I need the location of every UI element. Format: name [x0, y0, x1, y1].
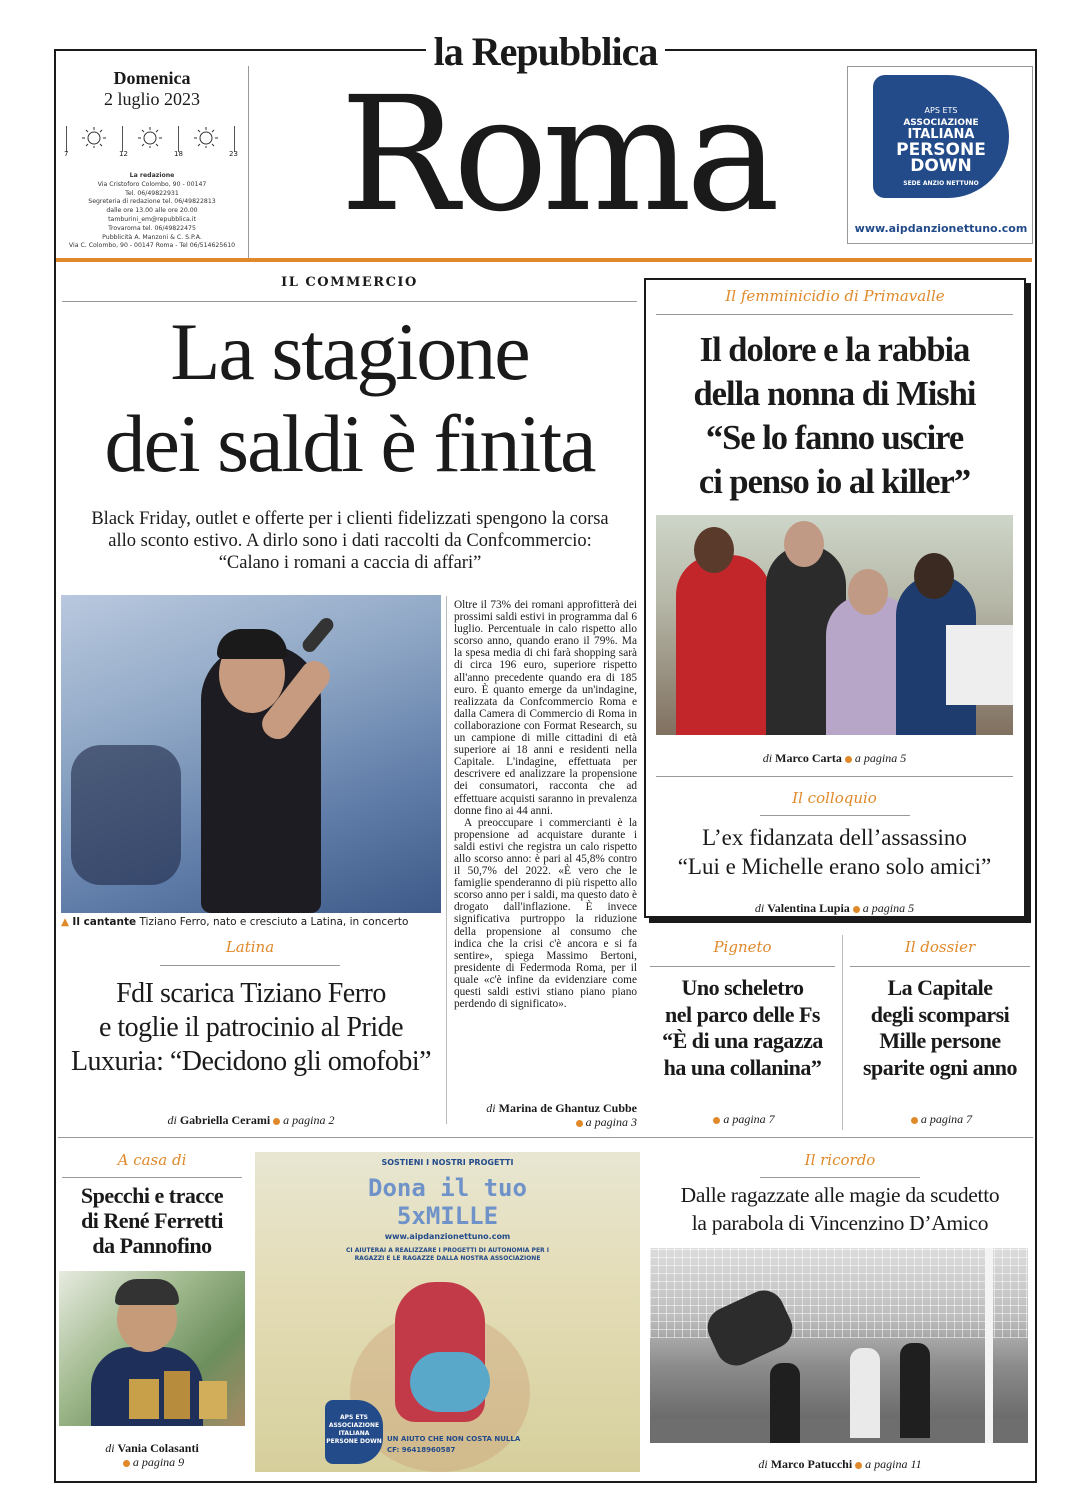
bullet-icon	[713, 1117, 720, 1124]
bullet-icon	[273, 1118, 280, 1125]
football-photo[interactable]	[650, 1248, 1028, 1443]
photo-shape	[770, 1363, 800, 1443]
byline[interactable]: di Marco Patucchi a pagina 11	[758, 1457, 922, 1471]
photo-shape	[71, 745, 181, 885]
headline-line: ha una collanina”	[663, 1054, 822, 1080]
aipd-logo: APS ETS ASSOCIAZIONE ITALIANA PERSONE DOWN	[325, 1400, 383, 1464]
weather-strip	[62, 124, 242, 160]
byline-author: Vania Colasanti	[117, 1441, 199, 1455]
newsroom-line: dalle ore 13.00 alle ore 20.00	[106, 207, 198, 215]
newspaper-brand[interactable]: la Repubblica	[433, 29, 658, 74]
byline-author: Valentina Lupia	[767, 901, 850, 915]
weather-tick	[178, 126, 179, 152]
photo-shape	[946, 625, 1013, 705]
newsroom-line: Pubblicità A. Manzoni & C. S.P.A.	[102, 233, 202, 241]
bullet-icon	[123, 1460, 130, 1467]
byline[interactable]	[650, 1112, 835, 1127]
byline[interactable]: di Vania Colasanti a pagina 9	[105, 1441, 199, 1469]
byline-author: Marco Carta	[775, 751, 842, 765]
byline[interactable]: di Gabriella Cerami a pagina 2	[167, 1113, 335, 1127]
headline-line: La Capitale	[887, 975, 993, 1000]
byline[interactable]: di Marco Carta a pagina 5	[762, 751, 907, 765]
story-kicker: Il ricordo	[804, 1151, 876, 1169]
photo-shape	[217, 629, 287, 659]
caption-text: Tiziano Ferro, nato e cresciuto a Latina, in concerto	[139, 916, 409, 928]
headline-line: L’ex fidanzata dell’assassino	[702, 825, 967, 850]
divider	[446, 596, 447, 1124]
page-ref: a pagina 5	[854, 751, 907, 765]
page-ref: a pagina 9	[132, 1455, 185, 1469]
weather-tick	[122, 126, 123, 152]
byline[interactable]	[850, 1112, 1030, 1127]
bullet-icon	[853, 906, 860, 913]
divider	[842, 935, 843, 1130]
weather-tick	[234, 126, 235, 152]
portrait-photo[interactable]	[59, 1271, 245, 1426]
weather-hour: 18	[174, 150, 183, 158]
newsroom-contacts	[62, 172, 242, 251]
photo-shape	[900, 1343, 930, 1438]
story-headline[interactable]	[656, 328, 1013, 504]
headline-line: “È di una ragazza	[662, 1028, 823, 1053]
sun-icon	[188, 126, 224, 148]
page-ref: a pagina 2	[283, 1113, 335, 1127]
section-label: IL COMMERCIO	[281, 275, 418, 290]
headline-line: di René Ferretti	[81, 1208, 223, 1233]
ad-title: Dona il tuo 5xMILLE	[368, 1174, 527, 1230]
headline-line: la parabola di Vincenzino D’Amico	[691, 1211, 989, 1235]
headline-line: Dalle ragazzate alle magie da scudetto	[680, 1183, 1000, 1207]
photo-caption	[61, 916, 441, 928]
divider	[760, 815, 910, 816]
photo-shape	[129, 1379, 159, 1419]
ad-tagline: SOSTIENI I NOSTRI PROGETTI	[381, 1158, 514, 1167]
byline-author: Marco Patucchi	[770, 1457, 853, 1471]
bullet-icon	[911, 1117, 918, 1124]
page-ref: a pagina 7	[723, 1112, 775, 1126]
headline-line: nel parco delle Fs	[665, 1001, 820, 1027]
masthead-rule	[54, 49, 426, 51]
divider	[62, 301, 637, 302]
sun-icon	[76, 126, 112, 148]
headline-line: dei saldi è finita	[104, 398, 595, 489]
headline-line: Il dolore e la rabbia	[699, 331, 970, 369]
bullet-icon	[845, 756, 852, 763]
photo-shape	[115, 1279, 179, 1305]
newsroom-line: Trovaroma tel. 06/49822475	[108, 224, 196, 232]
story-kicker: Il colloquio	[792, 789, 877, 807]
advertisement-5xmille[interactable]	[255, 1152, 640, 1472]
headline-line: Luxuria: “Decidono gli omofobi”	[70, 1046, 432, 1077]
headline-line: FdI scarica Tiziano Ferro	[116, 978, 386, 1009]
page-ref: a pagina 11	[865, 1457, 922, 1471]
divider	[58, 1137, 1033, 1138]
edition-city-title: Roma	[340, 63, 775, 247]
article-body	[454, 599, 637, 1010]
microphone-icon	[300, 615, 336, 655]
headline-line: degli scomparsi	[870, 1001, 1010, 1027]
photo-shape	[850, 1348, 880, 1438]
masthead-rule	[665, 49, 1037, 51]
byline-author: Marina de Ghantuz Cubbe	[498, 1101, 637, 1115]
sun-icon	[132, 126, 168, 148]
byline[interactable]: di Valentina Lupia a pagina 5	[754, 901, 915, 915]
weather-hour: 12	[119, 150, 128, 158]
date-label: 2 luglio 2023	[103, 89, 200, 109]
photo-shape	[199, 1381, 227, 1419]
divider	[656, 776, 1013, 777]
page-frame	[54, 49, 56, 1483]
page-ref: a pagina 3	[585, 1115, 637, 1129]
orange-rule	[56, 258, 1032, 262]
story-headline[interactable]	[650, 975, 835, 1081]
headline-line: Uno scheletro	[681, 975, 804, 1000]
divider	[248, 66, 249, 258]
photo-shape	[410, 1352, 490, 1412]
headline-line: da Pannofino	[92, 1233, 212, 1258]
story-kicker: Latina	[225, 938, 275, 956]
photo-shape	[914, 553, 954, 599]
divider	[656, 314, 1013, 315]
article-paragraph: A preoccupare i commercianti è la propensione ad acquistare durante i saldi estivi che registra un calo rispetto allo scorso anno: è pari al 45,8% contro il 50,7% del 2022. «È vero che le famiglie spenderanno di più rispetto allo scorso anno per i saldi, ma questo dato è drogato dall'inflazione. È invece significativa purtroppo la riduzione della propensione al consumo che indica che la crisi c'è ancora e si fa sentire», spiega Massimo Bertoni, presidente di Federmoda Roma, per il quale «c'è infine da evidenziare come questi saldi estivi stiano piano piano perdendo di significato».	[454, 816, 637, 1011]
funeral-photo[interactable]	[656, 515, 1013, 735]
ad-description: CI AIUTERAI A REALIZZARE I PROGETTI DI AUTONOMIA PER I RAGAZZI E LE RAGAZZE DALLA NOSTRA ASSOCIAZIONE	[346, 1247, 549, 1262]
headline-line: e toglie il patrocinio al Pride	[98, 1012, 404, 1043]
main-headline[interactable]	[62, 306, 637, 490]
newsroom-line: Via Cristoforo Colombo, 90 - 00147	[97, 180, 207, 188]
headline-line: “Lui e Michelle erano solo amici”	[677, 854, 992, 879]
newsroom-title: La redazione	[129, 172, 175, 179]
headline-line: La stagione	[170, 306, 529, 397]
headline-line: “Se lo fanno uscire	[705, 419, 964, 457]
photo-shape	[694, 527, 734, 573]
page-ref: a pagina 5	[862, 901, 915, 915]
story-headline[interactable]	[656, 823, 1013, 881]
photo-shape	[985, 1248, 993, 1443]
bullet-icon	[855, 1462, 862, 1469]
day-label: Domenica	[113, 68, 191, 88]
newsroom-line: Tel. 06/49822931	[125, 189, 179, 197]
concert-photo[interactable]	[61, 595, 441, 913]
headline-line: Mille persone	[879, 1028, 1001, 1053]
aipd-logo: APS ETS ASSOCIAZIONE ITALIANA PERSONE DOWN SEDE ANZIO NETTUNO	[873, 75, 1009, 198]
divider	[62, 1177, 242, 1178]
photo-shape	[164, 1371, 190, 1419]
story-kicker: Il dossier	[904, 938, 976, 956]
page-frame	[54, 1481, 1037, 1483]
main-summary: Black Friday, outlet e offerte per i clienti fidelizzati spengono la corsa allo sconto estivo. A dirlo sono i dati raccolti da Confcommercio: “Calano i romani a caccia di affari”	[91, 509, 609, 573]
article-paragraph: Oltre il 73% dei romani approfitterà dei prossimi saldi estivi in programma dal 6 luglio. Percentuale in calo rispetto allo scorso anno, quando erano il 79%. Ma la spesa media di chi farà shopping sarà di circa 196 euro, superiore rispetto all'anno precedente quando era di 185 euro. È quanto emerge da un'indagine, realizzata da Confcommercio Roma e dalla Camera di Commercio di Roma in collaborazione con Format Research, su un campione di mille cittadini di età superiore ai 18 anni e residenti nella Capitale. L'indagine, effettuata per descrivere ed analizzare la propensione dei consumatori, racconta che ad effettuare acquisti saranno in prevalenza donne fino ai 44 anni.	[454, 599, 637, 817]
byline-author: Gabriella Cerami	[179, 1113, 271, 1127]
divider	[650, 966, 835, 967]
divider	[850, 966, 1030, 967]
ad-url-link[interactable]: www.aipdanzionettuno.com	[384, 1232, 511, 1241]
newsroom-line: Segreteria di redazione tel. 06/49822813	[88, 198, 216, 206]
caption-label: Il cantante	[72, 916, 137, 928]
ad-url-link[interactable]: www.aipdanzionettuno.com	[854, 222, 1028, 235]
story-kicker: Il femminicidio di Primavalle	[725, 287, 945, 305]
headline-line: della nonna di Mishi	[693, 375, 976, 413]
story-headline[interactable]	[62, 1183, 242, 1258]
photo-shape	[784, 521, 824, 567]
ad-footer: UN AIUTO CHE NON COSTA NULLA CF: 96418960587	[387, 1435, 521, 1454]
headline-line: ci penso io al killer”	[698, 463, 971, 501]
photo-shape	[676, 555, 771, 735]
triangle-icon: ▲	[61, 916, 70, 928]
headline-line: Specchi e tracce	[80, 1183, 224, 1208]
story-headline[interactable]	[62, 977, 440, 1079]
advertisement-top[interactable]	[847, 66, 1033, 244]
story-kicker: A casa di	[117, 1151, 187, 1169]
story-headline[interactable]	[650, 1181, 1030, 1237]
byline[interactable]: di Marina de Ghantuz Cubbe a pagina 3	[486, 1101, 637, 1129]
story-headline[interactable]	[850, 975, 1030, 1081]
divider	[160, 965, 340, 966]
page-frame	[1035, 49, 1037, 1483]
newsroom-line: Via C. Colombo, 90 - 00147 Roma - Tel 06/514625610	[68, 242, 236, 250]
weather-tick	[66, 126, 67, 152]
weather-hour: 23	[229, 150, 238, 158]
photo-shape	[848, 569, 888, 615]
story-kicker: Pigneto	[713, 938, 772, 956]
divider	[760, 1177, 920, 1178]
weather-hour: 7	[64, 150, 69, 158]
newsroom-line: tamburini_em@repubblica.it	[108, 215, 196, 223]
date-box	[62, 68, 242, 110]
bullet-icon	[576, 1120, 583, 1127]
page-ref: a pagina 7	[920, 1112, 973, 1126]
headline-line: sparite ogni anno	[862, 1054, 1018, 1080]
photo-shape	[650, 1418, 1028, 1443]
